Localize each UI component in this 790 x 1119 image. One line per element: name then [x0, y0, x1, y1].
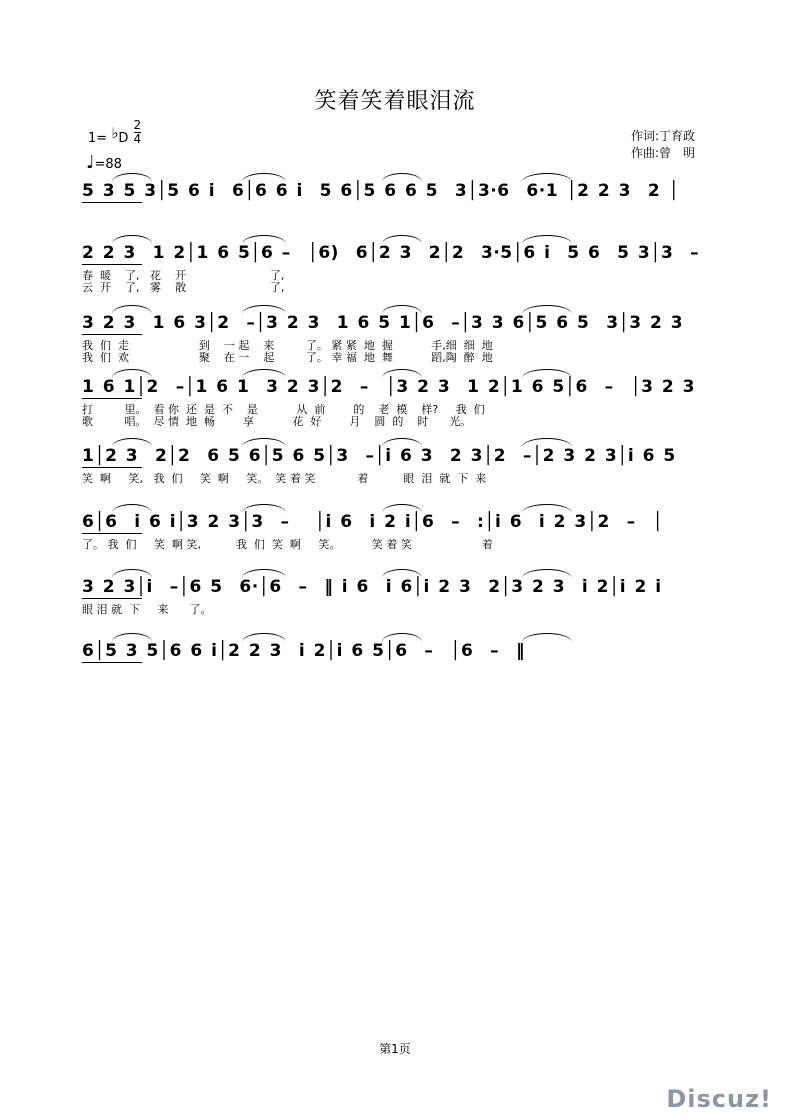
score-line: [82, 181, 679, 201]
notation-text: 6│5 3 5│6 6 i│2 2 3 i 2│i 6 5│6 – │6 – ‖: [82, 641, 525, 661]
slur-mark: [382, 633, 422, 642]
score-line: [82, 512, 664, 551]
lyric-line: 打 里。 看 你 还 是 不 是 从 前 的 老 模 样? 我 们: [82, 403, 485, 416]
score-line: [82, 377, 696, 428]
credits: [631, 128, 695, 162]
slur-mark: [112, 235, 152, 244]
slur-mark: [112, 173, 152, 182]
beam-underline: [82, 467, 142, 468]
notation-text: 2 2 3 1 2│1 6 5│6 – │6) 6│2 3 2│2 3·5│6 i 5 6 5 3│3 –: [82, 243, 700, 263]
slur-mark: [112, 633, 152, 642]
lyric-line: 了。 我 们 笑 啊 笑, 我 们 笑 啊 笑。 笑 着 笑 着: [82, 538, 493, 551]
score-line: [82, 641, 525, 661]
notation-text: 3 2 3 1 6 3│2 –│3 2 3 1 6 5 1│6 –│3 3 6│5 6 5 3│3 2 3: [82, 313, 684, 333]
tempo-marking: [86, 152, 122, 173]
slur-mark: [242, 438, 286, 447]
notation-text: 3 2 3│i –│6 5 6·│6 – ‖ i 6 i 6│i 2 3 2│3 2 3 i 2│i 2 i: [82, 577, 662, 597]
score-line: [82, 243, 700, 294]
slur-mark: [242, 504, 286, 513]
lyric-line: 笑 啊 笑, 我 们 笑 啊 笑。 笑 着 笑 着 眼 泪 就 下 来: [82, 472, 487, 485]
lyric-line: 春 暖 了, 花 开 了,: [82, 269, 285, 282]
slur-mark: [382, 305, 422, 314]
composer: 作曲:曾 明: [631, 146, 696, 160]
slur-mark: [522, 504, 572, 513]
time-signature: [134, 119, 142, 146]
slur-mark: [112, 369, 152, 378]
slur-mark: [382, 569, 422, 578]
slur-mark: [242, 369, 286, 378]
slur-mark: [522, 369, 572, 378]
notation-text: 6│6 i 6 i│3 2 3│3 – │i 6 i 2 i│6 – :│i 6 i 2 3│2 – │: [82, 512, 664, 532]
lyric-line: 我 们 走 到 一 起 来 了。 紧 紧 地 握 手,细 细 地: [82, 339, 493, 352]
score-line: [82, 313, 684, 364]
slur-mark: [522, 305, 572, 314]
lyricist: 作词:丁育政: [631, 129, 696, 143]
lyric-line: 云 开 了, 雾 散 了,: [82, 281, 285, 294]
slur-mark: [242, 569, 286, 578]
key-prefix: 1=: [88, 131, 108, 146]
slur-mark: [522, 235, 572, 244]
notation-text: 1│2 3 2│2 6 5 6│5 6 5│3 –│i 6 3 2 3│2 –│2 3 2 3│i 6 5: [82, 446, 676, 466]
slur-mark: [112, 569, 152, 578]
lyric-line: 眼 泪 就 下 来 了。: [82, 603, 212, 616]
watermark-logo: Discuz!: [666, 1085, 772, 1113]
slur-mark: [242, 173, 286, 182]
slur-mark: [382, 504, 422, 513]
slur-mark: [242, 235, 286, 244]
score-line: [82, 577, 662, 616]
lyric-line: 歌 唱。 尽 情 地 畅 享 花 好 月 圆 的 时 光。: [82, 415, 472, 428]
notation-text: 5 3 5 3│5 6 i 6│6 6 i 5 6│5 6 6 5 3│3·6 6·1 │2 2 3 2 │: [82, 181, 680, 201]
song-title: 笑着笑着眼泪流: [314, 89, 476, 114]
page-number: 第1页: [379, 1042, 411, 1056]
quarter-note-icon: ♩: [86, 152, 95, 173]
beam-underline: [82, 662, 142, 663]
time-numerator: 2: [133, 118, 142, 132]
slur-mark: [522, 173, 572, 182]
slur-mark: [522, 438, 572, 447]
slur-mark: [112, 504, 152, 513]
slur-mark: [112, 438, 152, 447]
slur-mark: [382, 173, 422, 182]
slur-mark: [242, 633, 286, 642]
beam-underline: [82, 202, 142, 203]
time-denominator: 4: [133, 132, 142, 146]
beam-underline: [82, 398, 142, 399]
key-signature: [88, 118, 142, 152]
flat-sign: ♭: [111, 124, 119, 142]
key-letter: D: [118, 131, 129, 146]
slur-mark: [382, 369, 422, 378]
beam-underline: [82, 334, 142, 335]
tempo-value: =88: [94, 157, 122, 172]
beam-underline: [82, 533, 142, 534]
slur-mark: [522, 569, 572, 578]
slur-mark: [242, 305, 286, 314]
slur-mark: [382, 235, 422, 244]
notation-text: 1 6 1│2 –│1 6 1 3 2 3│2 – │3 2 3 1 2│1 6 5│6 – │3 2 3: [82, 377, 696, 397]
slur-mark: [522, 633, 572, 642]
lyric-line: 我 们 欢 聚 在 一 起 了。 幸 福 地 舞 蹈,陶 醉 地: [82, 351, 493, 364]
score-line: [82, 446, 676, 485]
beam-underline: [82, 264, 142, 265]
slur-mark: [112, 305, 152, 314]
beam-underline: [82, 598, 142, 599]
slur-mark: [382, 438, 422, 447]
